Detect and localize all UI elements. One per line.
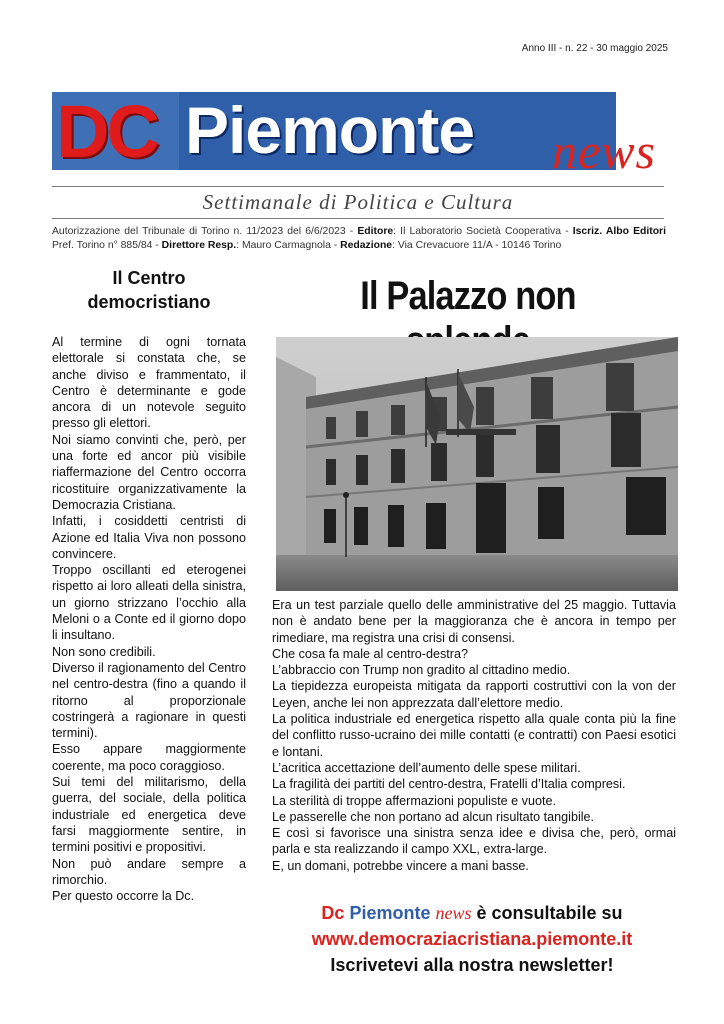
logo-piemonte-box [179,92,616,170]
masthead-divider-top [52,186,664,187]
issue-info: Anno III - n. 22 - 30 maggio 2025 [521,43,668,54]
promo-consult: è consultabile su [476,903,623,923]
left-paragraph: Diverso il ragionamento del Centro nel centro-destra (fino a quando il ritorno al proporzionale costringerà a ragionare in questi termini). [52,660,246,741]
main-paragraph: E così si favorisce una sinistra senza idee e divisa che, però, ormai parla e sta realizzando il campo XXL, extra-large. [272,826,676,857]
main-paragraph: E, un domani, potrebbe vincere a mani basse. [272,858,529,873]
main-article-body [272,597,676,874]
promo-dc: Dc [321,903,345,923]
promo-piemonte: Piemonte [349,903,431,923]
promo-block [262,900,682,978]
legal-info: Autorizzazione del Tribunale di Torino n. 11/2023 del 6/6/2023 - Editore: Il Laboratorio Società Cooperativa - Iscriz. Albo Editori Pref. Torino n° 885/84 - Direttore Resp.: Mauro Carmagnola - Redazione: Via Crevacuore 11/A - 10146 Torino [52,226,666,251]
masthead-logo [52,92,672,182]
left-article-body [52,334,246,904]
logo-news-text: news [552,123,656,179]
left-paragraph: Sui temi del militarismo, della guerra, del sociale, della politica industriale ed energetica deve farsi maggiormente sentire, in termini positivi e propositivi. [52,775,246,855]
promo-news: news [435,903,472,923]
left-paragraph: Per questo occorre la Dc. [52,889,195,904]
logo-dc-box [52,90,179,173]
main-paragraph: La sterilità di troppe affermazioni populiste e vuote. [272,793,556,808]
left-paragraph: Esso appare maggiormente coerente, ma poco coraggioso. [52,742,246,773]
left-paragraph: Non sono credibili. [52,644,156,659]
logo-piemonte-text: Piemonte [185,93,475,167]
masthead-subtitle: Settimanale di Politica e Cultura [202,190,514,214]
palazzo-photo [276,337,678,591]
main-paragraph: L’acritica accettazione dell’aumento delle spese militari. [272,760,581,775]
main-paragraph: La politica industriale ed energetica rispetto alla quale conta più la fine del conflitto russo-ucraino dei mille contatti (e contratti) con Paesi esotici e lontani. [272,712,676,759]
masthead-divider-bottom [52,218,664,219]
left-paragraph: Al termine di ogni tornata elettorale si constata che, se anche diviso e frammentato, il Centro è determinante e gode ancora di un notevole seguito presso gli elettori. [52,335,246,431]
main-paragraph: Che cosa fa male al centro-destra? [272,646,469,661]
left-paragraph: Troppo oscillanti ed eterogenei rispetto ai loro alleati della sinistra, un giorno strizzano l’occhio alla Meloni o a Conte ed il giorno dopo li insultano. [52,563,246,643]
main-paragraph: Le passerelle che non portano ad alcun risultato tangibile. [272,809,595,824]
main-paragraph: La fragilità dei partiti del centro-destra, Fratelli d’Italia compresi. [272,777,626,792]
left-paragraph: Non può andare sempre a rimorchio. [52,856,246,887]
main-paragraph: Era un test parziale quello delle amministrative del 25 maggio. Tuttavia non è andato bene per la maggioranza che è ancora in tempo per rimediare, ma registra una crisi di consensi. [272,598,676,645]
promo-line-1 [262,900,682,926]
main-paragraph: L’abbraccio con Trump non gradito al cittadino medio. [272,663,571,678]
left-paragraph: Infatti, i cosiddetti centristi di Azione ed Italia Viva non possono convincere. [52,514,246,561]
left-paragraph: Noi siamo convinti che, però, per una forte ed ancor più visibile riaffermazione del Centro occorra ricostituire organizzativamente la Democrazia Cristiana. [52,432,246,512]
main-paragraph: La tiepidezza europeista mitigata da rapporti costruttivi con la von der Leyen, anche lei non apprezzata dall’elettore medio. [272,679,676,710]
palazzo-photo-illustration [276,337,678,591]
promo-newsletter: Iscrivetevi alla nostra newsletter! [330,955,614,975]
left-article-title: Il Centro democristiano [87,268,211,312]
logo-dc-text: DC [56,90,157,173]
main-headline: Il Palazzo non [360,274,576,318]
promo-url-link[interactable]: www.democraziacristiana.piemonte.it [311,929,633,949]
